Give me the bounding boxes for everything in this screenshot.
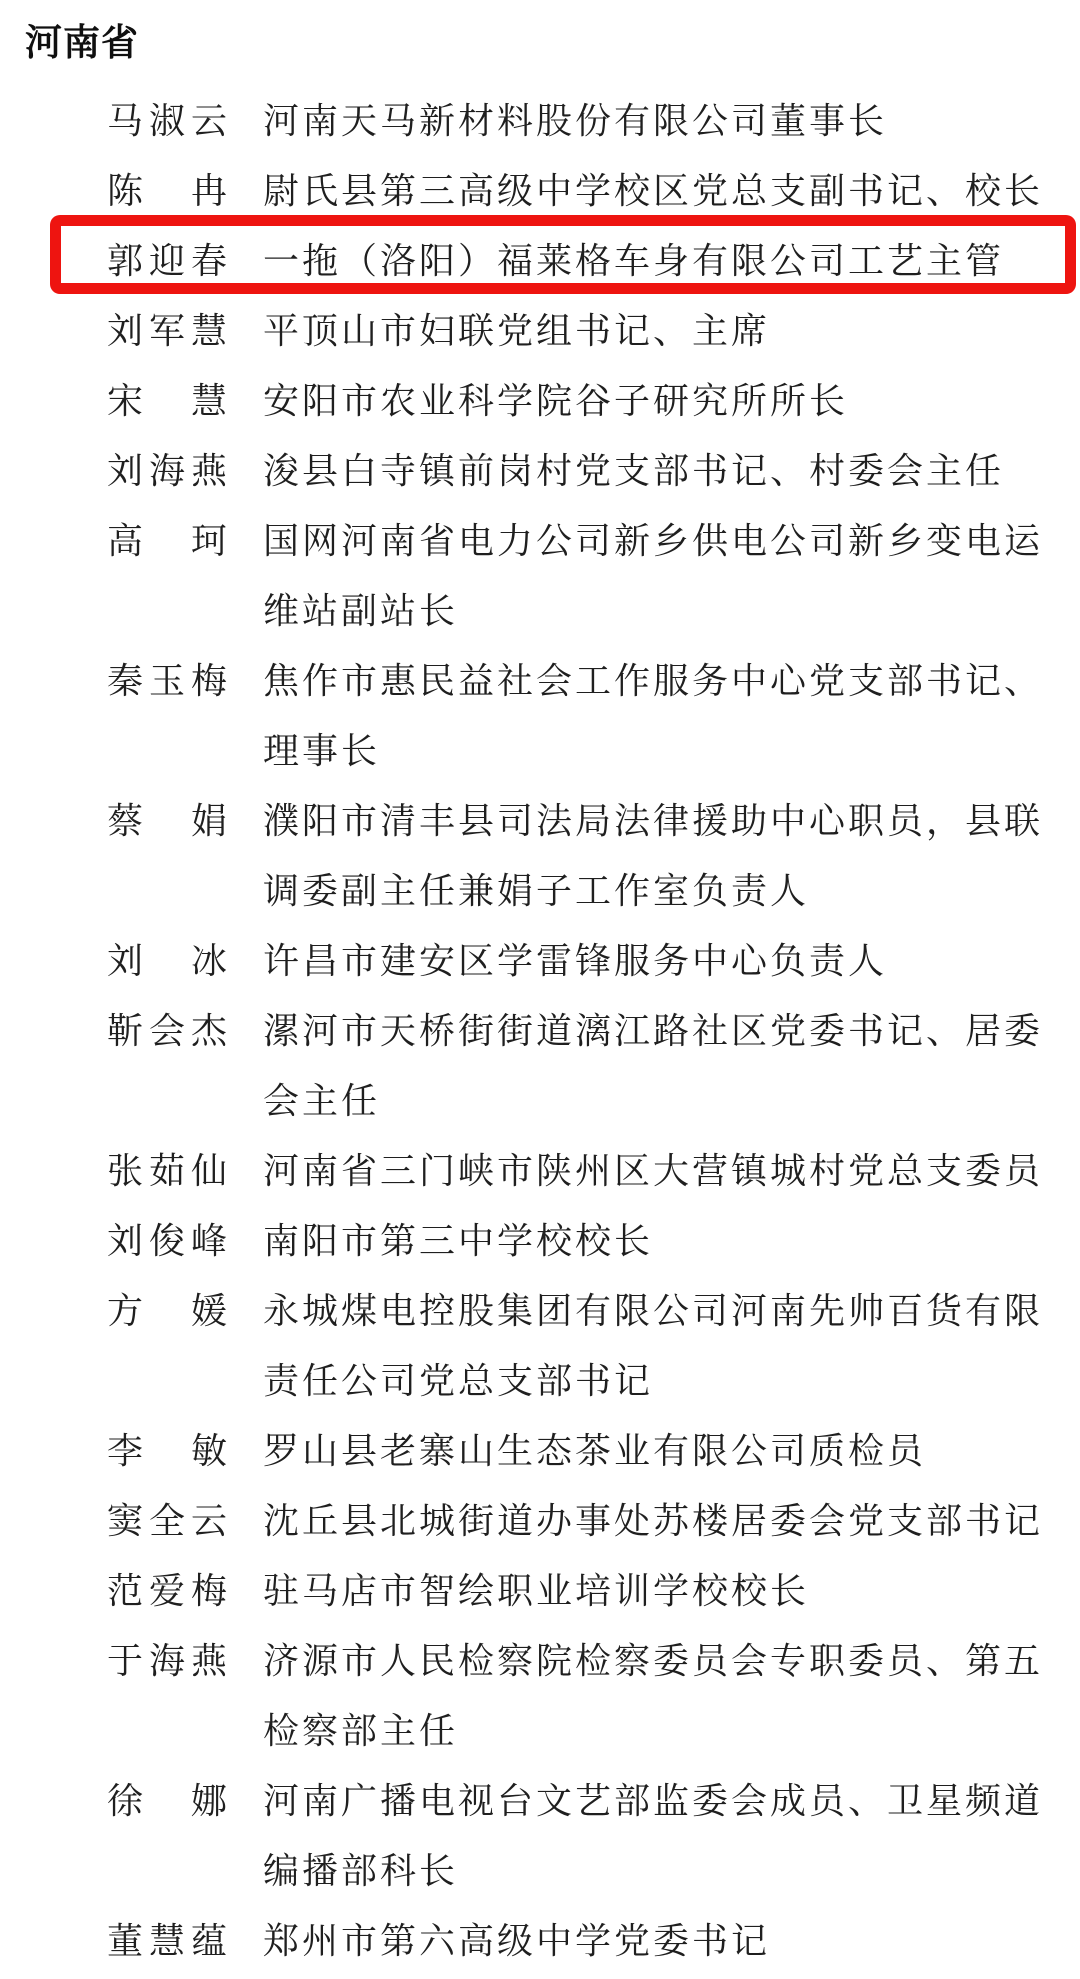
laureate-title: 驻马店市智绘职业培训学校校长: [263, 1571, 810, 1611]
laureate-row: [0, 996, 1080, 1136]
laureate-row: [0, 436, 1080, 506]
laureate-title: 一拖（洛阳）福莱格车身有限公司工艺主管: [263, 241, 1005, 281]
laureate-title: 南阳市第三中学校校长: [263, 1221, 654, 1261]
laureate-name: 窦全云: [107, 1501, 227, 1541]
laureate-title: 国网河南省电力公司新乡供电公司新乡变电运维站副站长: [263, 521, 1044, 631]
laureate-name: 靳会杰: [107, 1011, 227, 1051]
laureate-name: 张茹仙: [107, 1151, 227, 1191]
laureate-title: 安阳市农业科学院谷子研究所所长: [263, 381, 849, 421]
laureate-row: [0, 786, 1080, 926]
laureate-title: 河南广播电视台文艺部监委会成员、卫星频道编播部科长: [263, 1781, 1044, 1891]
laureate-name: 李敏: [107, 1431, 227, 1471]
laureate-row: [0, 1206, 1080, 1276]
laureate-row: [0, 1136, 1080, 1206]
laureate-row: [0, 156, 1080, 226]
laureate-name: 陈冉: [107, 171, 227, 211]
laureate-title: 河南省三门峡市陕州区大营镇城村党总支委员: [263, 1151, 1044, 1191]
laureate-row: [0, 1556, 1080, 1626]
laureate-row: [0, 1276, 1080, 1416]
laureate-title: 平顶山市妇联党组书记、主席: [263, 311, 771, 351]
laureate-row: [0, 86, 1080, 156]
laureate-title: 永城煤电控股集团有限公司河南先帅百货有限责任公司党总支部书记: [263, 1291, 1044, 1401]
laureate-title: 浚县白寺镇前岗村党支部书记、村委会主任: [263, 451, 1005, 491]
laureate-row: [0, 1486, 1080, 1556]
laureate-title: 河南天马新材料股份有限公司董事长: [263, 101, 888, 141]
laureate-title: 尉氏县第三高级中学校区党总支副书记、校长: [263, 171, 1044, 211]
laureate-row: [0, 926, 1080, 996]
laureate-title: 许昌市建安区学雷锋服务中心负责人: [263, 941, 888, 981]
laureate-row: [0, 366, 1080, 436]
laureate-title: 罗山县老寨山生态茶业有限公司质检员: [263, 1431, 927, 1471]
laureate-name: 郭迎春: [107, 241, 227, 281]
laureate-name: 蔡娟: [107, 801, 227, 841]
laureate-title: 郑州市第六高级中学党委书记: [263, 1921, 771, 1961]
laureate-name: 董慧蕴: [107, 1921, 227, 1961]
laureate-row: [0, 1416, 1080, 1486]
laureate-title: 沈丘县北城街道办事处苏楼居委会党支部书记: [263, 1501, 1044, 1541]
laureate-row: [0, 1626, 1080, 1766]
laureate-name: 刘海燕: [107, 451, 227, 491]
laureate-name: 于海燕: [107, 1641, 227, 1681]
laureate-row: [0, 646, 1080, 786]
laureate-title: 濮阳市清丰县司法局法律援助中心职员，县联调委副主任兼娟子工作室负责人: [263, 801, 1044, 911]
laureate-list: [0, 86, 1080, 1976]
laureate-name: 高珂: [107, 521, 227, 561]
laureate-row: [0, 1906, 1080, 1976]
laureate-row: [0, 506, 1080, 646]
laureate-name: 秦玉梅: [107, 661, 227, 701]
laureate-row: [0, 226, 1080, 296]
laureate-title: 济源市人民检察院检察委员会专职委员、第五检察部主任: [263, 1641, 1044, 1751]
laureate-name: 徐娜: [107, 1781, 227, 1821]
laureate-name: 刘俊峰: [107, 1221, 227, 1261]
laureate-row: [0, 1766, 1080, 1906]
laureate-name: 马淑云: [107, 101, 227, 141]
laureate-name: 刘冰: [107, 941, 227, 981]
laureate-name: 宋慧: [107, 381, 227, 421]
laureate-row: [0, 296, 1080, 366]
laureate-name: 范爱梅: [107, 1571, 227, 1611]
laureate-title: 漯河市天桥街街道漓江路社区党委书记、居委会主任: [263, 1011, 1044, 1121]
laureate-name: 刘军慧: [107, 311, 227, 351]
laureate-name: 方媛: [107, 1291, 227, 1331]
province-heading: 河南省: [25, 22, 139, 63]
laureate-title: 焦作市惠民益社会工作服务中心党支部书记、理事长: [263, 661, 1044, 771]
